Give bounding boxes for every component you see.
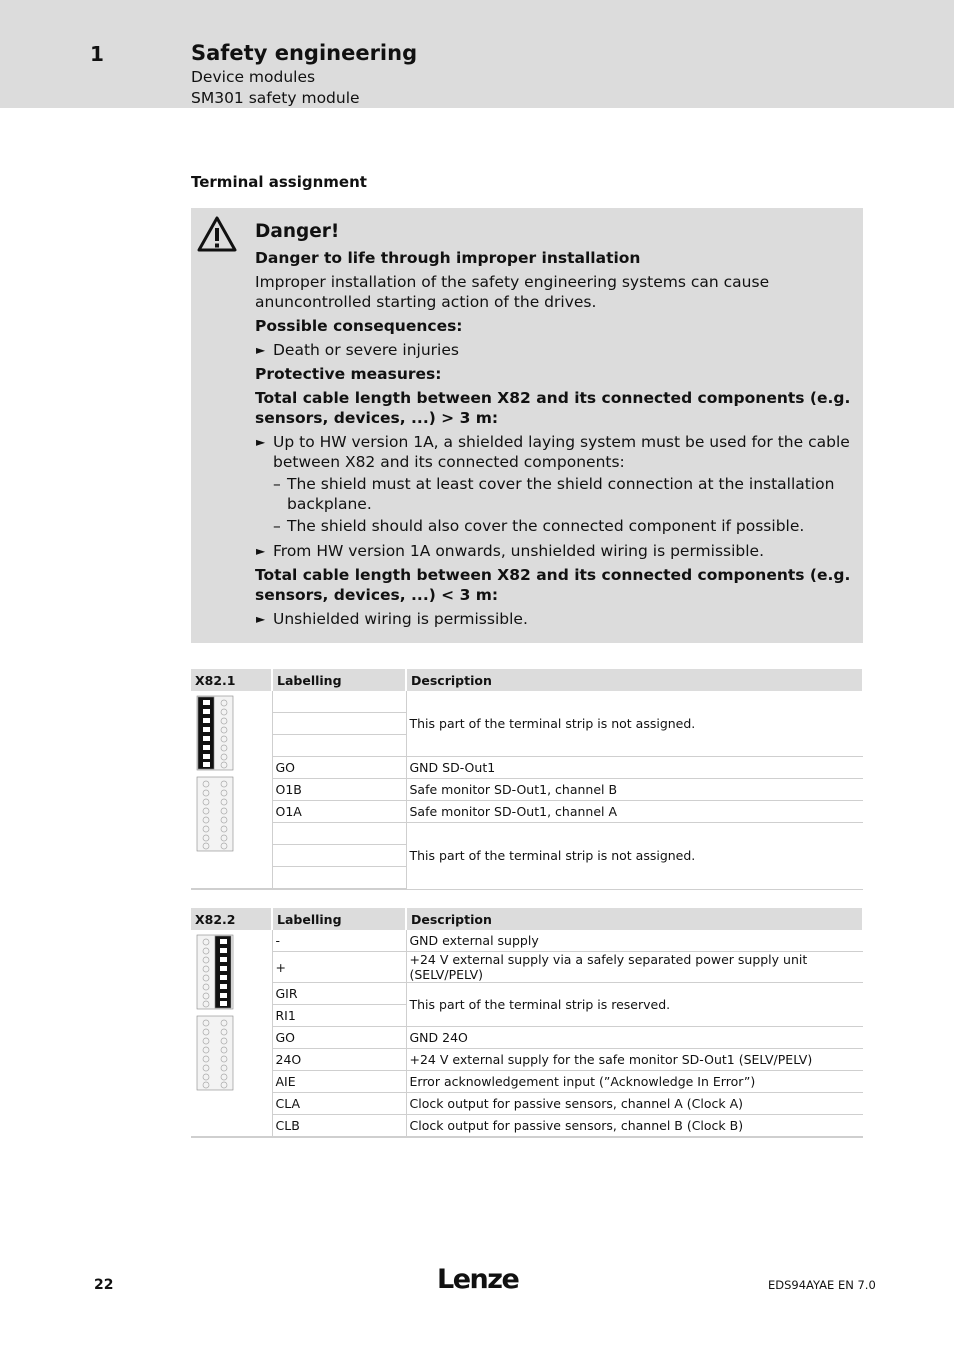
chapter-number: 1 <box>90 42 104 66</box>
description-cell: GND external supply <box>406 930 863 952</box>
chapter-title: Safety engineering <box>191 41 418 65</box>
labelling-cell: O1A <box>272 801 406 823</box>
description-cell: GND SD-Out1 <box>406 757 863 779</box>
labelling-cell: O1B <box>272 779 406 801</box>
measure-item <box>255 432 851 472</box>
labelling-cell <box>272 713 406 735</box>
description-cell: +24 V external supply for the safe monitor SD-Out1 (SELV/PELV) <box>406 1049 863 1071</box>
measure-text: From HW version 1A onwards, unshielded wiring is permissible. <box>273 542 765 560</box>
page-header <box>0 0 954 108</box>
labelling-cell: GO <box>272 757 406 779</box>
labelling-cell: + <box>272 952 406 983</box>
table-row <box>191 823 863 845</box>
col-header-labelling: Labelling <box>272 908 406 930</box>
measure-text: Up to HW version 1A, a shielded laying system must be used for the cable between X82 and its connected components: <box>273 433 850 471</box>
col-header-description: Description <box>406 908 863 930</box>
table-row <box>191 1115 863 1138</box>
table-row <box>191 1093 863 1115</box>
danger-text: Improper installation of the safety engineering systems can cause anuncontrolled starting action of the drives. <box>255 273 770 311</box>
danger-content <box>255 222 851 633</box>
terminal-strip-image <box>191 691 272 889</box>
table-row <box>191 1071 863 1093</box>
terminal-strip-image <box>191 930 272 1137</box>
col-header-labelling: Labelling <box>272 669 406 691</box>
col-header-terminal: X82.1 <box>191 669 272 691</box>
labelling-cell <box>272 735 406 757</box>
labelling-cell: AIE <box>272 1071 406 1093</box>
table-row <box>191 1027 863 1049</box>
measures-label: Protective measures: <box>255 365 442 383</box>
labelling-cell: 24O <box>272 1049 406 1071</box>
table-header-row <box>191 908 863 930</box>
document-id: EDS94AYAE EN 7.0 <box>768 1278 876 1292</box>
dash-marker: – <box>273 475 281 493</box>
danger-heading: Danger! <box>255 221 340 242</box>
measure-subtext: The shield must at least cover the shield connection at the installation backplane. <box>287 475 835 513</box>
description-cell: Safe monitor SD-Out1, channel A <box>406 801 863 823</box>
table-header-row <box>191 669 863 691</box>
description-cell: Error acknowledgement input (”Acknowledge In Error”) <box>406 1071 863 1093</box>
danger-subheading: Danger to life through improper installation <box>255 249 641 267</box>
description-cell: Clock output for passive sensors, channel B (Clock B) <box>406 1115 863 1138</box>
terminal-table-x82-1 <box>191 669 864 890</box>
table-row <box>191 801 863 823</box>
table-row <box>191 983 863 1005</box>
measure-subitem <box>255 516 851 536</box>
terminal-strip-x82-1-icon <box>196 695 236 855</box>
measure-subtext: The shield should also cover the connected component if possible. <box>287 517 805 535</box>
description-cell: Safe monitor SD-Out1, channel B <box>406 779 863 801</box>
terminal-strip-x82-2-icon <box>196 934 236 1094</box>
bullet-marker: ► <box>256 612 266 626</box>
measure-subitem <box>255 474 851 514</box>
bullet-marker: ► <box>256 544 266 558</box>
measure-text: Unshielded wiring is permissible. <box>273 610 528 628</box>
labelling-cell: CLA <box>272 1093 406 1115</box>
labelling-cell: GIR <box>272 983 406 1005</box>
description-cell: GND 24O <box>406 1027 863 1049</box>
warning-triangle-icon <box>196 215 238 253</box>
chapter-subtitle: Device modules <box>191 68 316 86</box>
labelling-cell <box>272 823 406 845</box>
description-cell: This part of the terminal strip is reserved. <box>406 983 863 1027</box>
table-row <box>191 691 863 713</box>
description-cell: +24 V external supply via a safely separated power supply unit (SELV/PELV) <box>406 952 863 983</box>
page-number: 22 <box>94 1277 114 1293</box>
table-row <box>191 757 863 779</box>
condition-over-3m: Total cable length between X82 and its connected components (e.g. sensors, devices, ...) > 3 m: <box>255 389 851 427</box>
condition-under-3m: Total cable length between X82 and its connected components (e.g. sensors, devices, ...) < 3 m: <box>255 566 851 604</box>
labelling-cell <box>272 691 406 713</box>
terminal-table-x82-2 <box>191 908 864 1138</box>
table-row <box>191 952 863 983</box>
section-title: Terminal assignment <box>191 173 367 191</box>
chapter-subtitle-2: SM301 safety module <box>191 89 360 107</box>
labelling-cell: CLB <box>272 1115 406 1138</box>
description-cell: This part of the terminal strip is not assigned. <box>406 823 863 890</box>
bullet-marker: ► <box>256 343 266 357</box>
labelling-cell: GO <box>272 1027 406 1049</box>
table-row <box>191 779 863 801</box>
measure-item <box>255 541 851 561</box>
labelling-cell <box>272 845 406 867</box>
dash-marker: – <box>273 517 281 535</box>
labelling-cell <box>272 867 406 890</box>
table-row <box>191 1049 863 1071</box>
table-row <box>191 930 863 952</box>
danger-box <box>191 208 863 643</box>
consequences-label: Possible consequences: <box>255 317 463 335</box>
consequence-text: Death or severe injuries <box>273 341 459 359</box>
col-header-description: Description <box>406 669 863 691</box>
description-cell: Clock output for passive sensors, channel A (Clock A) <box>406 1093 863 1115</box>
labelling-cell: - <box>272 930 406 952</box>
description-cell: This part of the terminal strip is not assigned. <box>406 691 863 757</box>
measure-item <box>255 609 851 629</box>
labelling-cell: RI1 <box>272 1005 406 1027</box>
consequence-item <box>255 340 851 360</box>
bullet-marker: ► <box>256 435 266 449</box>
col-header-terminal: X82.2 <box>191 908 272 930</box>
brand-logo: Lenze <box>437 1264 519 1295</box>
